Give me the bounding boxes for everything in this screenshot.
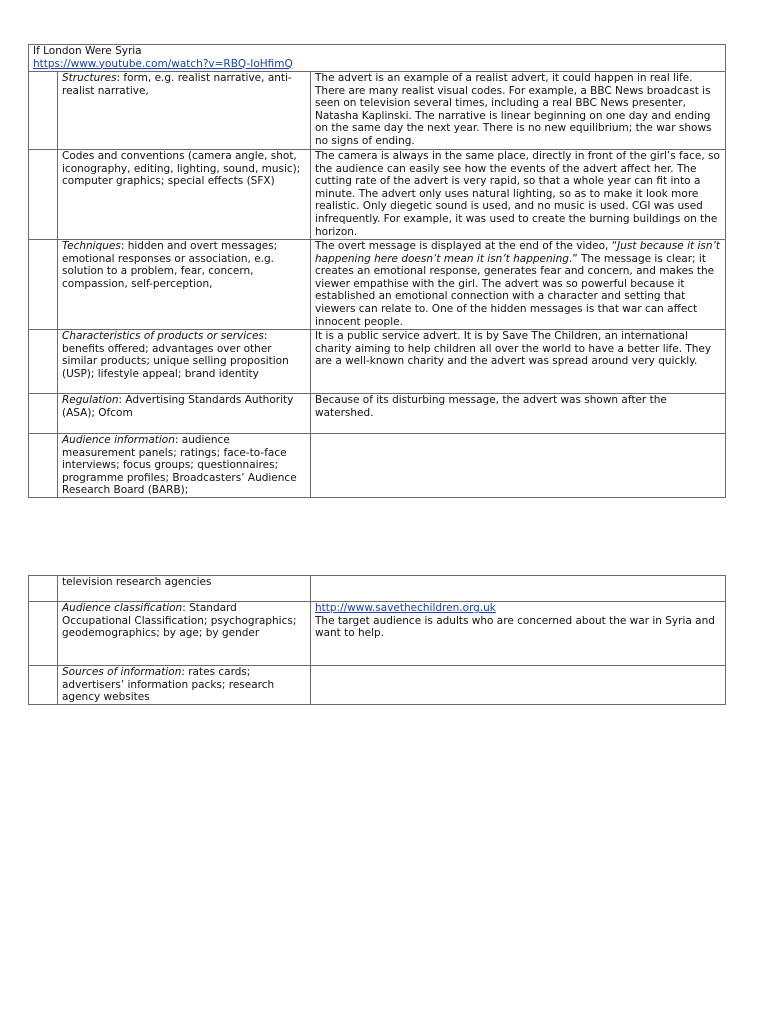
table-row bbox=[29, 240, 726, 330]
row-number-cell bbox=[29, 240, 58, 330]
advert-title: If London Were Syria bbox=[33, 45, 142, 57]
answer-cell bbox=[311, 150, 726, 240]
answer-quote: Just because it isn’t happening here doesn’t mean it isn’t happening bbox=[315, 240, 720, 265]
table-row bbox=[29, 394, 726, 434]
answer-cell bbox=[311, 666, 726, 705]
criteria-cell bbox=[58, 150, 311, 240]
answer-text: The camera is always in the same place, directly in front of the girl’s face, so the audience can easily see how the events of the advert affect her. The cutting rate of the advert is very rapid, so that a whole year can fit into a minute. The advert only uses natural lighting, so as to make it look more realistic. Only diegetic sound is used, and no music is used. CGI was used infrequently. For example, it was used to create the burning buildings on the horizon. bbox=[315, 150, 720, 238]
criteria-cell bbox=[58, 330, 311, 394]
criteria-description: Codes and conventions (camera angle, shot, iconography, editing, lighting, sound, music); computer graphics; special effects (SFX) bbox=[62, 150, 301, 188]
answer-cell bbox=[311, 330, 726, 394]
answer-text: It is a public service advert. It is by Save The Children, an international charity aiming to help children all over the world to have a better life. They are a well-known charity and the advert was spread around very quickly. bbox=[315, 330, 712, 368]
criteria-cell bbox=[58, 602, 311, 666]
answer-cell bbox=[311, 576, 726, 602]
criteria-description: : audience measurement panels; ratings; face-to-face interviews; focus groups; questionnaires; programme profiles; Broadcasters’ Audience Research Board (BARB); bbox=[62, 434, 297, 497]
criteria-description: : Advertising Standards Authority (ASA); Ofcom bbox=[62, 394, 294, 419]
row-number-cell bbox=[29, 576, 58, 602]
row-number-cell bbox=[29, 434, 58, 498]
table-row bbox=[29, 602, 726, 666]
criteria-term: Regulation bbox=[62, 394, 119, 406]
criteria-description: : benefits offered; advantages over other similar products; unique selling proposition (USP); lifestyle appeal; brand identity bbox=[62, 330, 289, 380]
answer-text-rest: .” The message is clear; it creates an emotional response, generates fear and concern, and makes the viewer empathise with the girl. The advert was so powerful because it established an emotional connection with a character and setting that viewers can relate to. One of the hidden messages is that war can affect innocent people. bbox=[315, 252, 715, 328]
table-row bbox=[29, 150, 726, 240]
analysis-table-page-2 bbox=[28, 575, 726, 705]
header-row bbox=[29, 45, 726, 72]
row-number-cell bbox=[29, 72, 58, 150]
criteria-cell bbox=[58, 666, 311, 705]
row-number-cell bbox=[29, 666, 58, 705]
criteria-cell bbox=[58, 576, 311, 602]
criteria-description: : form, e.g. realist narrative, anti-realist narrative, bbox=[62, 72, 292, 97]
criteria-term: Sources of information bbox=[62, 666, 182, 678]
save-the-children-link[interactable]: http://www.savethechildren.org.uk bbox=[315, 602, 496, 614]
answer-text: The target audience is adults who are concerned about the war in Syria and want to help. bbox=[315, 614, 715, 640]
table-row bbox=[29, 576, 726, 602]
row-number-cell bbox=[29, 394, 58, 434]
criteria-description: : rates cards; advertisers’ information packs; research agency websites bbox=[62, 666, 275, 704]
answer-cell bbox=[311, 434, 726, 498]
criteria-description: : hidden and overt messages; emotional responses or association, e.g. solution to a problem, fear, concern, compassion, self-perception, bbox=[62, 240, 278, 290]
row-number-cell bbox=[29, 330, 58, 394]
answer-cell bbox=[311, 240, 726, 330]
criteria-term: Audience classification bbox=[62, 602, 183, 614]
answer-cell bbox=[311, 72, 726, 150]
criteria-description: television research agencies bbox=[62, 576, 212, 588]
answer-text: The advert is an example of a realist advert, it could happen in real life. There are many realist visual codes. For example, a BBC News broadcast is seen on television several times, including a real BBC News presenter, Natasha Kaplinski. The narrative is linear beginning on one day and ending on the same day the next year. There is no new equilibrium; the war shows no signs of ending. bbox=[315, 72, 712, 147]
answer-cell bbox=[311, 602, 726, 666]
answer-cell bbox=[311, 394, 726, 434]
criteria-cell bbox=[58, 434, 311, 498]
criteria-cell bbox=[58, 394, 311, 434]
table-row bbox=[29, 666, 726, 705]
criteria-term: Audience information bbox=[62, 434, 175, 446]
answer-text-intro: The overt message is displayed at the end of the video, “ bbox=[315, 240, 618, 252]
row-number-cell bbox=[29, 150, 58, 240]
criteria-cell bbox=[58, 72, 311, 150]
criteria-description: : Standard Occupational Classification; psychographics; geodemographics; by age; by gender bbox=[62, 602, 297, 640]
criteria-term: Structures bbox=[62, 72, 117, 84]
table-row bbox=[29, 72, 726, 150]
header-cell bbox=[29, 45, 726, 72]
criteria-cell bbox=[58, 240, 311, 330]
criteria-term: Characteristics of products or services bbox=[62, 330, 264, 342]
table-row bbox=[29, 330, 726, 394]
youtube-link[interactable]: https://www.youtube.com/watch?v=RBQ-IoHfimQ bbox=[33, 57, 293, 70]
answer-text: Because of its disturbing message, the advert was shown after the watershed. bbox=[315, 394, 667, 419]
table-row bbox=[29, 434, 726, 498]
analysis-table-page-1 bbox=[28, 44, 726, 498]
row-number-cell bbox=[29, 602, 58, 666]
criteria-term: Techniques bbox=[62, 240, 121, 252]
